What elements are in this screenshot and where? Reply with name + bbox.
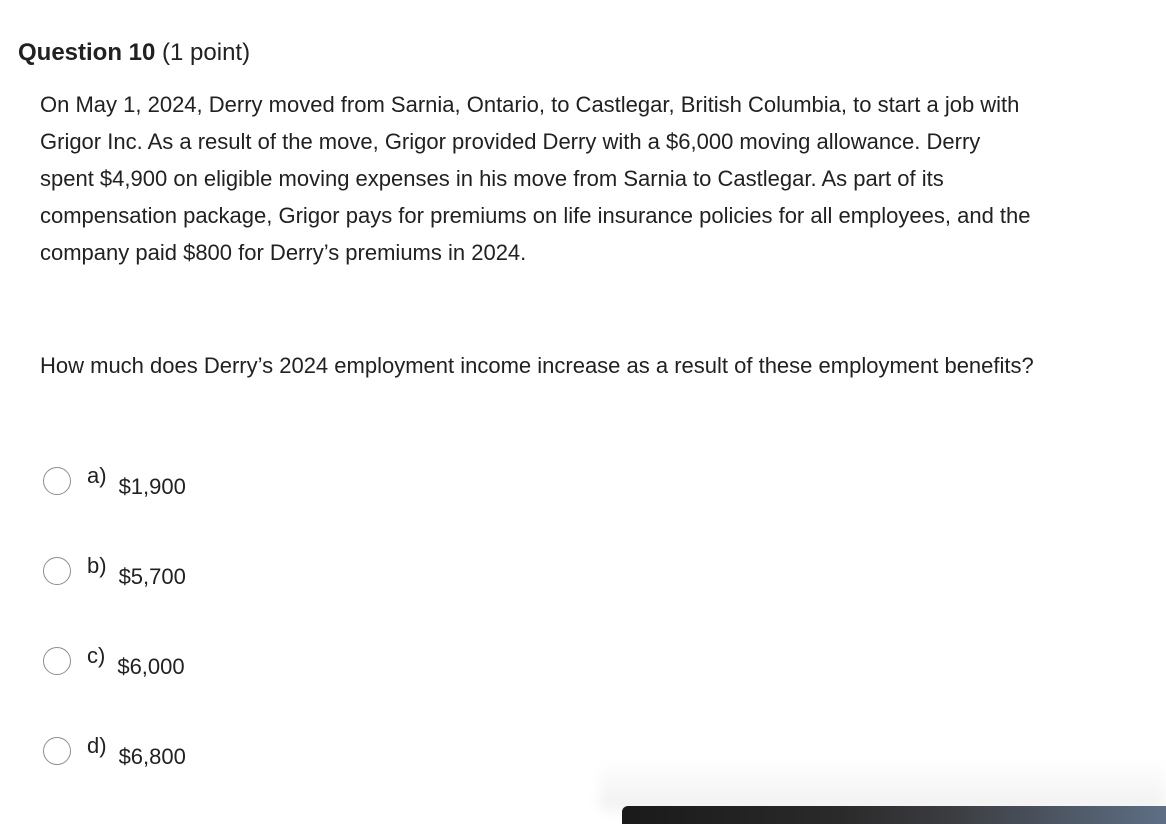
radio-button-d[interactable] [43, 737, 71, 765]
overlay-window-edge [622, 806, 1166, 824]
question-header [18, 37, 250, 69]
question-points: (1 point) [162, 39, 251, 66]
answer-option-a[interactable] [43, 460, 186, 502]
option-letter: d) [87, 733, 107, 758]
radio-button-b[interactable] [43, 557, 71, 585]
radio-button-a[interactable] [43, 467, 71, 495]
question-title: Question 10 [18, 39, 156, 66]
option-letter: c) [87, 643, 106, 668]
option-letter: a) [87, 463, 107, 488]
radio-button-c[interactable] [43, 647, 71, 675]
question-prompt: How much does Derry’s 2024 employment income increase as a result of these employment benefits? [40, 353, 1034, 378]
answer-option-d[interactable] [43, 730, 186, 772]
answer-option-c[interactable] [43, 640, 185, 682]
option-letter: b) [87, 553, 107, 578]
answer-option-b[interactable] [43, 550, 186, 592]
question-body: On May 1, 2024, Derry moved from Sarnia, Ontario, to Castlegar, British Columbia, to start a job with Grigor Inc. As a result of the move, Grigor provided Derry with a $6,000 moving allowance. Derry spent $4,900 on eligible moving expenses in his move from Sarnia to Castlegar. As part of its compensation package, Grigor pays for premiums on life insurance policies for all employees, and the company paid $800 for Derry’s premiums in 2024. [40, 92, 1031, 265]
option-value: $6,800 [118, 744, 186, 769]
option-value: $5,700 [118, 564, 186, 589]
option-value: $1,900 [118, 474, 186, 499]
overlay-shadow [600, 760, 1166, 810]
option-value: $6,000 [117, 654, 185, 679]
